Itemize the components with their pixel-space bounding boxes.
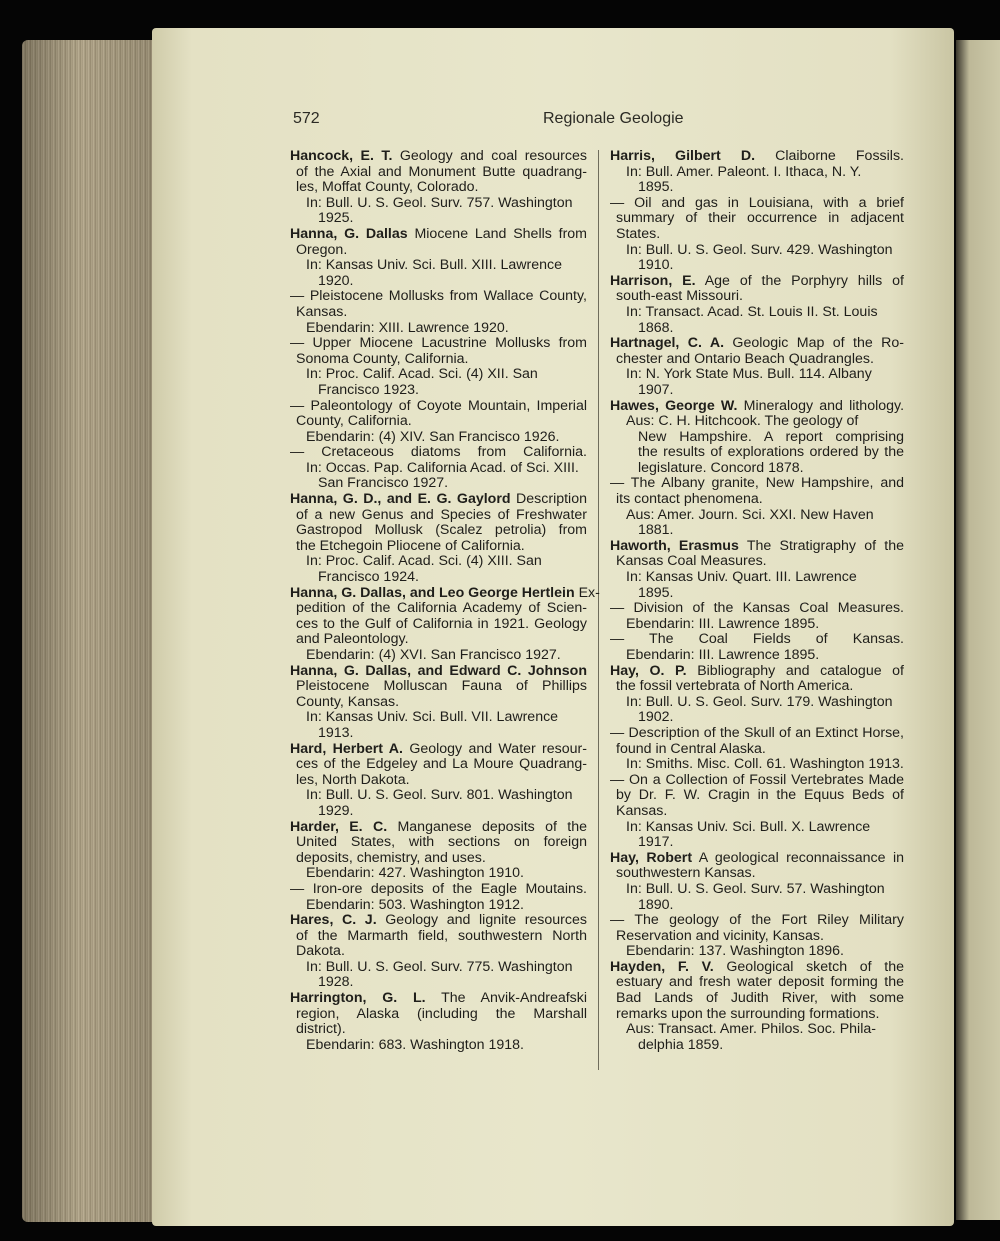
bibliography-entry <box>610 336 904 398</box>
bibliography-entry <box>610 149 904 196</box>
entry-title-start: Description of the Skull of an Extinct Horse, <box>628 724 904 741</box>
entry-text: 1895. <box>638 584 674 601</box>
entry-text: 1890. <box>638 896 674 913</box>
bibliography-entry <box>290 445 587 492</box>
entry-text: deposits, chemistry, and uses. <box>296 849 486 866</box>
entry-reference: In: Bull. U. S. Geol. Surv. 179. Washington <box>626 693 893 710</box>
entry-author: Harrington, G. L. <box>290 990 426 1007</box>
entry-text: United States, with sections on foreign <box>296 834 587 851</box>
bibliography-entry <box>290 336 587 398</box>
ditto-dash: — <box>610 600 625 617</box>
entry-reference: Ebendarin: (4) XVI. San Francisco 1927. <box>306 647 561 663</box>
entry-text: of a new Genus and Species of Freshwater <box>296 506 587 523</box>
bibliography-entry <box>610 476 904 538</box>
entry-text: of the Axial and Monument Butte quadrang- <box>296 163 587 180</box>
entry-reference: In: Transact. Acad. St. Louis II. St. Louis <box>626 303 878 320</box>
entry-reference: In: Bull. U. S. Geol. Surv. 429. Washington <box>626 241 893 258</box>
ditto-dash: — <box>610 631 625 648</box>
bibliography-entry <box>290 913 587 991</box>
entry-text: delphia 1859. <box>638 1036 724 1053</box>
bibliography-entry <box>610 913 904 960</box>
entry-reference: Ebendarin: XIII. Lawrence 1920. <box>306 319 509 336</box>
entry-title-start: A geological reconnaissance in <box>698 849 904 866</box>
entry-reference: Ebendarin: 503. Washington 1912. <box>306 896 524 913</box>
entry-reference: In: Kansas Univ. Quart. III. Lawrence <box>626 569 857 586</box>
ditto-dash: — <box>290 288 305 305</box>
bibliography-entry <box>290 492 587 586</box>
entry-text: its contact phenomena. <box>616 491 763 508</box>
entry-text: Dakota. <box>296 943 345 960</box>
entry-text: Kansas Coal Measures. <box>616 553 767 570</box>
bibliography-entry <box>610 851 904 913</box>
bibliography-entry <box>610 632 904 663</box>
bibliography-entry <box>290 227 587 289</box>
entry-text: south-east Missouri. <box>616 288 743 305</box>
entry-text: by Dr. F. W. Cragin in the Equus Beds of <box>616 787 904 804</box>
entry-text: found in Central Alaska. <box>616 740 766 757</box>
entry-text: of the Marmarth field, southwestern North <box>296 927 587 944</box>
right-column <box>610 149 904 1053</box>
entry-author: Hayden, F. V. <box>610 958 714 975</box>
ditto-dash: — <box>610 475 625 492</box>
entry-reference: In: Proc. Calif. Acad. Sci. (4) XIII. San <box>306 553 542 570</box>
entry-author: Hawes, George W. <box>610 397 738 414</box>
bibliography-entry <box>290 742 587 820</box>
bibliography-entry <box>610 274 904 336</box>
entry-reference: In: Bull. U. S. Geol. Surv. 757. Washington <box>306 194 573 211</box>
entry-text: 1929. <box>318 802 354 819</box>
bibliography-entry <box>290 399 587 446</box>
entry-title-start: Miocene Land Shells from <box>414 225 588 242</box>
entry-text: remarks upon the surrounding formations. <box>616 1005 880 1022</box>
entry-title-start: Iron-ore deposits of the Eagle Moutains. <box>312 880 587 897</box>
entry-text: Kansas. <box>616 802 668 819</box>
entry-title-start: Division of the Kansas Coal Measures. <box>633 600 904 617</box>
entry-author: Harris, Gilbert D. <box>610 148 756 164</box>
entry-text: 1868. <box>638 319 674 336</box>
entry-title-start: The geology of the Fort Riley Military <box>634 912 904 929</box>
entry-text: ces to the Gulf of California in 1921. Geology <box>296 615 587 632</box>
entry-text: 1895. <box>638 179 674 196</box>
entry-text: district). <box>296 1021 346 1038</box>
entry-text: summary of their occurrence in adjacent <box>616 210 904 227</box>
bibliography-entry <box>610 399 904 477</box>
entry-text: les, Moffat County, Colorado. <box>296 179 479 196</box>
entry-reference: Aus: C. H. Hitchcook. The geology of <box>626 413 859 430</box>
entry-text: les, North Dakota. <box>296 771 410 788</box>
entry-author: Hares, C. J. <box>290 912 377 929</box>
entry-text: legislature. Concord 1878. <box>638 459 804 476</box>
entry-author: Hard, Herbert A. <box>290 740 403 757</box>
entry-reference: In: Bull. Amer. Paleont. I. Ithaca, N. Y. <box>626 163 862 180</box>
entry-title-start: Manganese deposits of the <box>397 818 587 835</box>
entry-text: ces of the Edgeley and La Moure Quadrang- <box>296 756 587 773</box>
entry-title-start: Pleistocene Mollusks from Wallace County, <box>309 288 587 305</box>
entry-reference: Ebendarin: III. Lawrence 1895. <box>626 647 820 663</box>
entry-reference: In: Kansas Univ. Sci. Bull. X. Lawrence <box>626 818 871 835</box>
entry-reference: Ebendarin: 683. Washington 1918. <box>306 1036 524 1053</box>
entry-text: and Paleontology. <box>296 631 409 648</box>
ditto-dash: — <box>290 335 305 352</box>
bibliography-entry <box>290 820 587 882</box>
ditto-dash: — <box>290 880 305 897</box>
entry-text: Bad Lands of Judith River, with some <box>616 990 904 1007</box>
entry-text: 1910. <box>638 257 674 274</box>
book-page-stack <box>22 40 168 1222</box>
entry-text: the Etchegoin Pliocene of California. <box>296 537 525 554</box>
entry-author: Hanna, G. Dallas, and Edward C. Johnson <box>290 662 587 679</box>
entry-title-start: Geology and coal resources <box>399 148 587 164</box>
entry-text: Kansas. <box>296 303 348 320</box>
ditto-dash: — <box>610 912 625 929</box>
entry-author: Haworth, Erasmus <box>610 537 739 554</box>
entry-reference: Aus: Amer. Journ. Sci. XXI. New Haven <box>626 506 874 523</box>
entry-text: 1928. <box>318 974 354 991</box>
entry-reference: In: Bull. U. S. Geol. Surv. 57. Washington <box>626 880 885 897</box>
bibliography-entry <box>610 601 904 632</box>
entry-reference: Ebendarin: (4) XIV. San Francisco 1926. <box>306 428 560 445</box>
entry-text: the results of explorations ordered by the <box>638 444 904 461</box>
ditto-dash: — <box>290 397 305 414</box>
entry-reference: In: Bull. U. S. Geol. Surv. 801. Washington <box>306 787 573 804</box>
entry-reference: Aus: Transact. Amer. Philos. Soc. Phila- <box>626 1021 876 1038</box>
entry-text: estuary and fresh water deposit forming the <box>616 974 904 991</box>
bibliography-entry <box>610 196 904 274</box>
entry-title-start: Geology and lignite resources <box>385 912 587 929</box>
running-title: Regionale Geologie <box>543 110 684 127</box>
ditto-dash: — <box>610 194 625 211</box>
entry-text: New Hampshire. A report comprising <box>638 428 904 445</box>
entry-text: 1913. <box>318 724 354 741</box>
entry-text: County, California. <box>296 413 412 430</box>
entry-text: chester and Ontario Beach Quadrangles. <box>616 350 874 367</box>
entry-reference: Ebendarin: 427. Washington 1910. <box>306 865 524 882</box>
entry-text: 1907. <box>638 381 674 398</box>
entry-title-start: Upper Miocene Lacustrine Mollusks from <box>312 335 587 352</box>
bibliography-entry <box>610 539 904 601</box>
entry-text: pedition of the California Academy of Scien- <box>296 600 587 617</box>
facing-page-edge <box>956 40 1000 1220</box>
entry-title-start: The Stratigraphy of the <box>746 537 904 554</box>
entry-text: region, Alaska (including the Marshall <box>296 1005 587 1022</box>
column-divider <box>598 150 599 1070</box>
entry-title-start: Description <box>516 491 587 508</box>
bibliography-entry <box>290 991 587 1053</box>
entry-text: County, Kansas. <box>296 693 400 710</box>
entry-title-start: Oil and gas in Louisiana, with a brief <box>634 194 904 211</box>
entry-title-start: Bibliography and catalogue of <box>697 662 904 679</box>
page-number: 572 <box>293 110 320 127</box>
entry-author: Hartnagel, C. A. <box>610 335 725 352</box>
entry-author: Harder, E. C. <box>290 818 388 835</box>
bibliography-entry <box>290 882 587 913</box>
entry-text: 1902. <box>638 709 674 726</box>
bibliography-entry <box>290 289 587 336</box>
entry-author: Hay, Robert <box>610 849 693 866</box>
bibliography-entry <box>610 664 904 726</box>
entry-title-start: Paleontology of Coyote Mountain, Imperial <box>310 397 587 414</box>
entry-author: Hanna, G. D., and E. G. Gaylord <box>290 491 511 508</box>
bibliography-entry <box>610 773 904 851</box>
entry-text: 1917. <box>638 834 674 851</box>
entry-author: Hancock, E. T. <box>290 148 393 164</box>
entry-text: Gastropod Mollusk (Scalez petrolia) from <box>296 522 587 539</box>
ditto-dash: — <box>610 724 625 741</box>
entry-reference: In: N. York State Mus. Bull. 114. Albany <box>626 366 872 383</box>
entry-text: Francisco 1923. <box>318 381 419 398</box>
entry-title-start: The Albany granite, New Hampshire, and <box>630 475 905 492</box>
entry-title-start: Cretaceous diatoms from California. <box>321 444 587 461</box>
entry-title-start: Geology and Water resour- <box>409 740 587 757</box>
entry-text: Sonoma County, California. <box>296 350 469 367</box>
entry-text: States. <box>616 225 661 242</box>
entry-text: San Francisco 1927. <box>318 475 449 492</box>
entry-text: 1925. <box>318 210 354 227</box>
ditto-dash: — <box>610 771 625 788</box>
entry-author: Hay, O. P. <box>610 662 687 679</box>
bibliography-entry <box>610 960 904 1054</box>
bibliography-entry <box>290 584 600 664</box>
entry-title-start: The Anvik-Andreafski <box>441 990 588 1007</box>
entry-text: southwestern Kansas. <box>616 865 756 882</box>
entry-text: Francisco 1924. <box>318 569 419 586</box>
bibliography-entry <box>610 726 904 773</box>
bibliography-entry <box>290 149 587 227</box>
entry-title-start: Mineralogy and lithology. <box>743 397 905 414</box>
entry-reference: Ebendarin: 137. Washington 1896. <box>626 943 844 960</box>
entry-title-start: Ex- <box>578 584 600 601</box>
entry-text: the fossil vertebrata of North America. <box>616 678 854 695</box>
entry-reference: Ebendarin: III. Lawrence 1895. <box>626 615 820 632</box>
left-column <box>290 148 600 1053</box>
entry-title-start: On a Collection of Fossil Vertebrates Made <box>629 771 904 788</box>
entry-text: Pleistocene Molluscan Fauna of Phillips <box>296 678 587 695</box>
entry-author: Hanna, G. Dallas, and Leo George Hertlein <box>290 584 575 601</box>
ditto-dash: — <box>290 444 305 461</box>
entry-title-start: Geologic Map of the Ro- <box>732 335 904 352</box>
entry-title-start: The Coal Fields of Kansas. <box>649 631 904 648</box>
entry-author: Harrison, E. <box>610 272 696 289</box>
entry-text: 1920. <box>318 272 354 289</box>
entry-text: Reservation and vicinity, Kansas. <box>616 927 824 944</box>
entry-author: Hanna, G. Dallas <box>290 225 408 242</box>
entry-reference: In: Proc. Calif. Acad. Sci. (4) XII. San <box>306 366 538 383</box>
entry-reference: In: Smiths. Misc. Coll. 61. Washington 1913. <box>626 756 904 773</box>
entry-title-start: Age of the Porphyry hills of <box>704 272 904 289</box>
entry-reference: In: Bull. U. S. Geol. Surv. 775. Washington <box>306 958 573 975</box>
entry-text: 1881. <box>638 522 674 539</box>
entry-text: Oregon. <box>296 241 348 258</box>
entry-reference: In: Kansas Univ. Sci. Bull. VII. Lawrence <box>306 709 559 726</box>
entry-reference: In: Kansas Univ. Sci. Bull. XIII. Lawrence <box>306 257 563 274</box>
entry-title-start: Geological sketch of the <box>726 958 904 975</box>
entry-title-start: Claiborne Fossils. <box>775 148 904 164</box>
entry-reference: In: Occas. Pap. California Acad. of Sci. XIII. <box>306 459 579 476</box>
bibliography-entry <box>290 664 587 742</box>
